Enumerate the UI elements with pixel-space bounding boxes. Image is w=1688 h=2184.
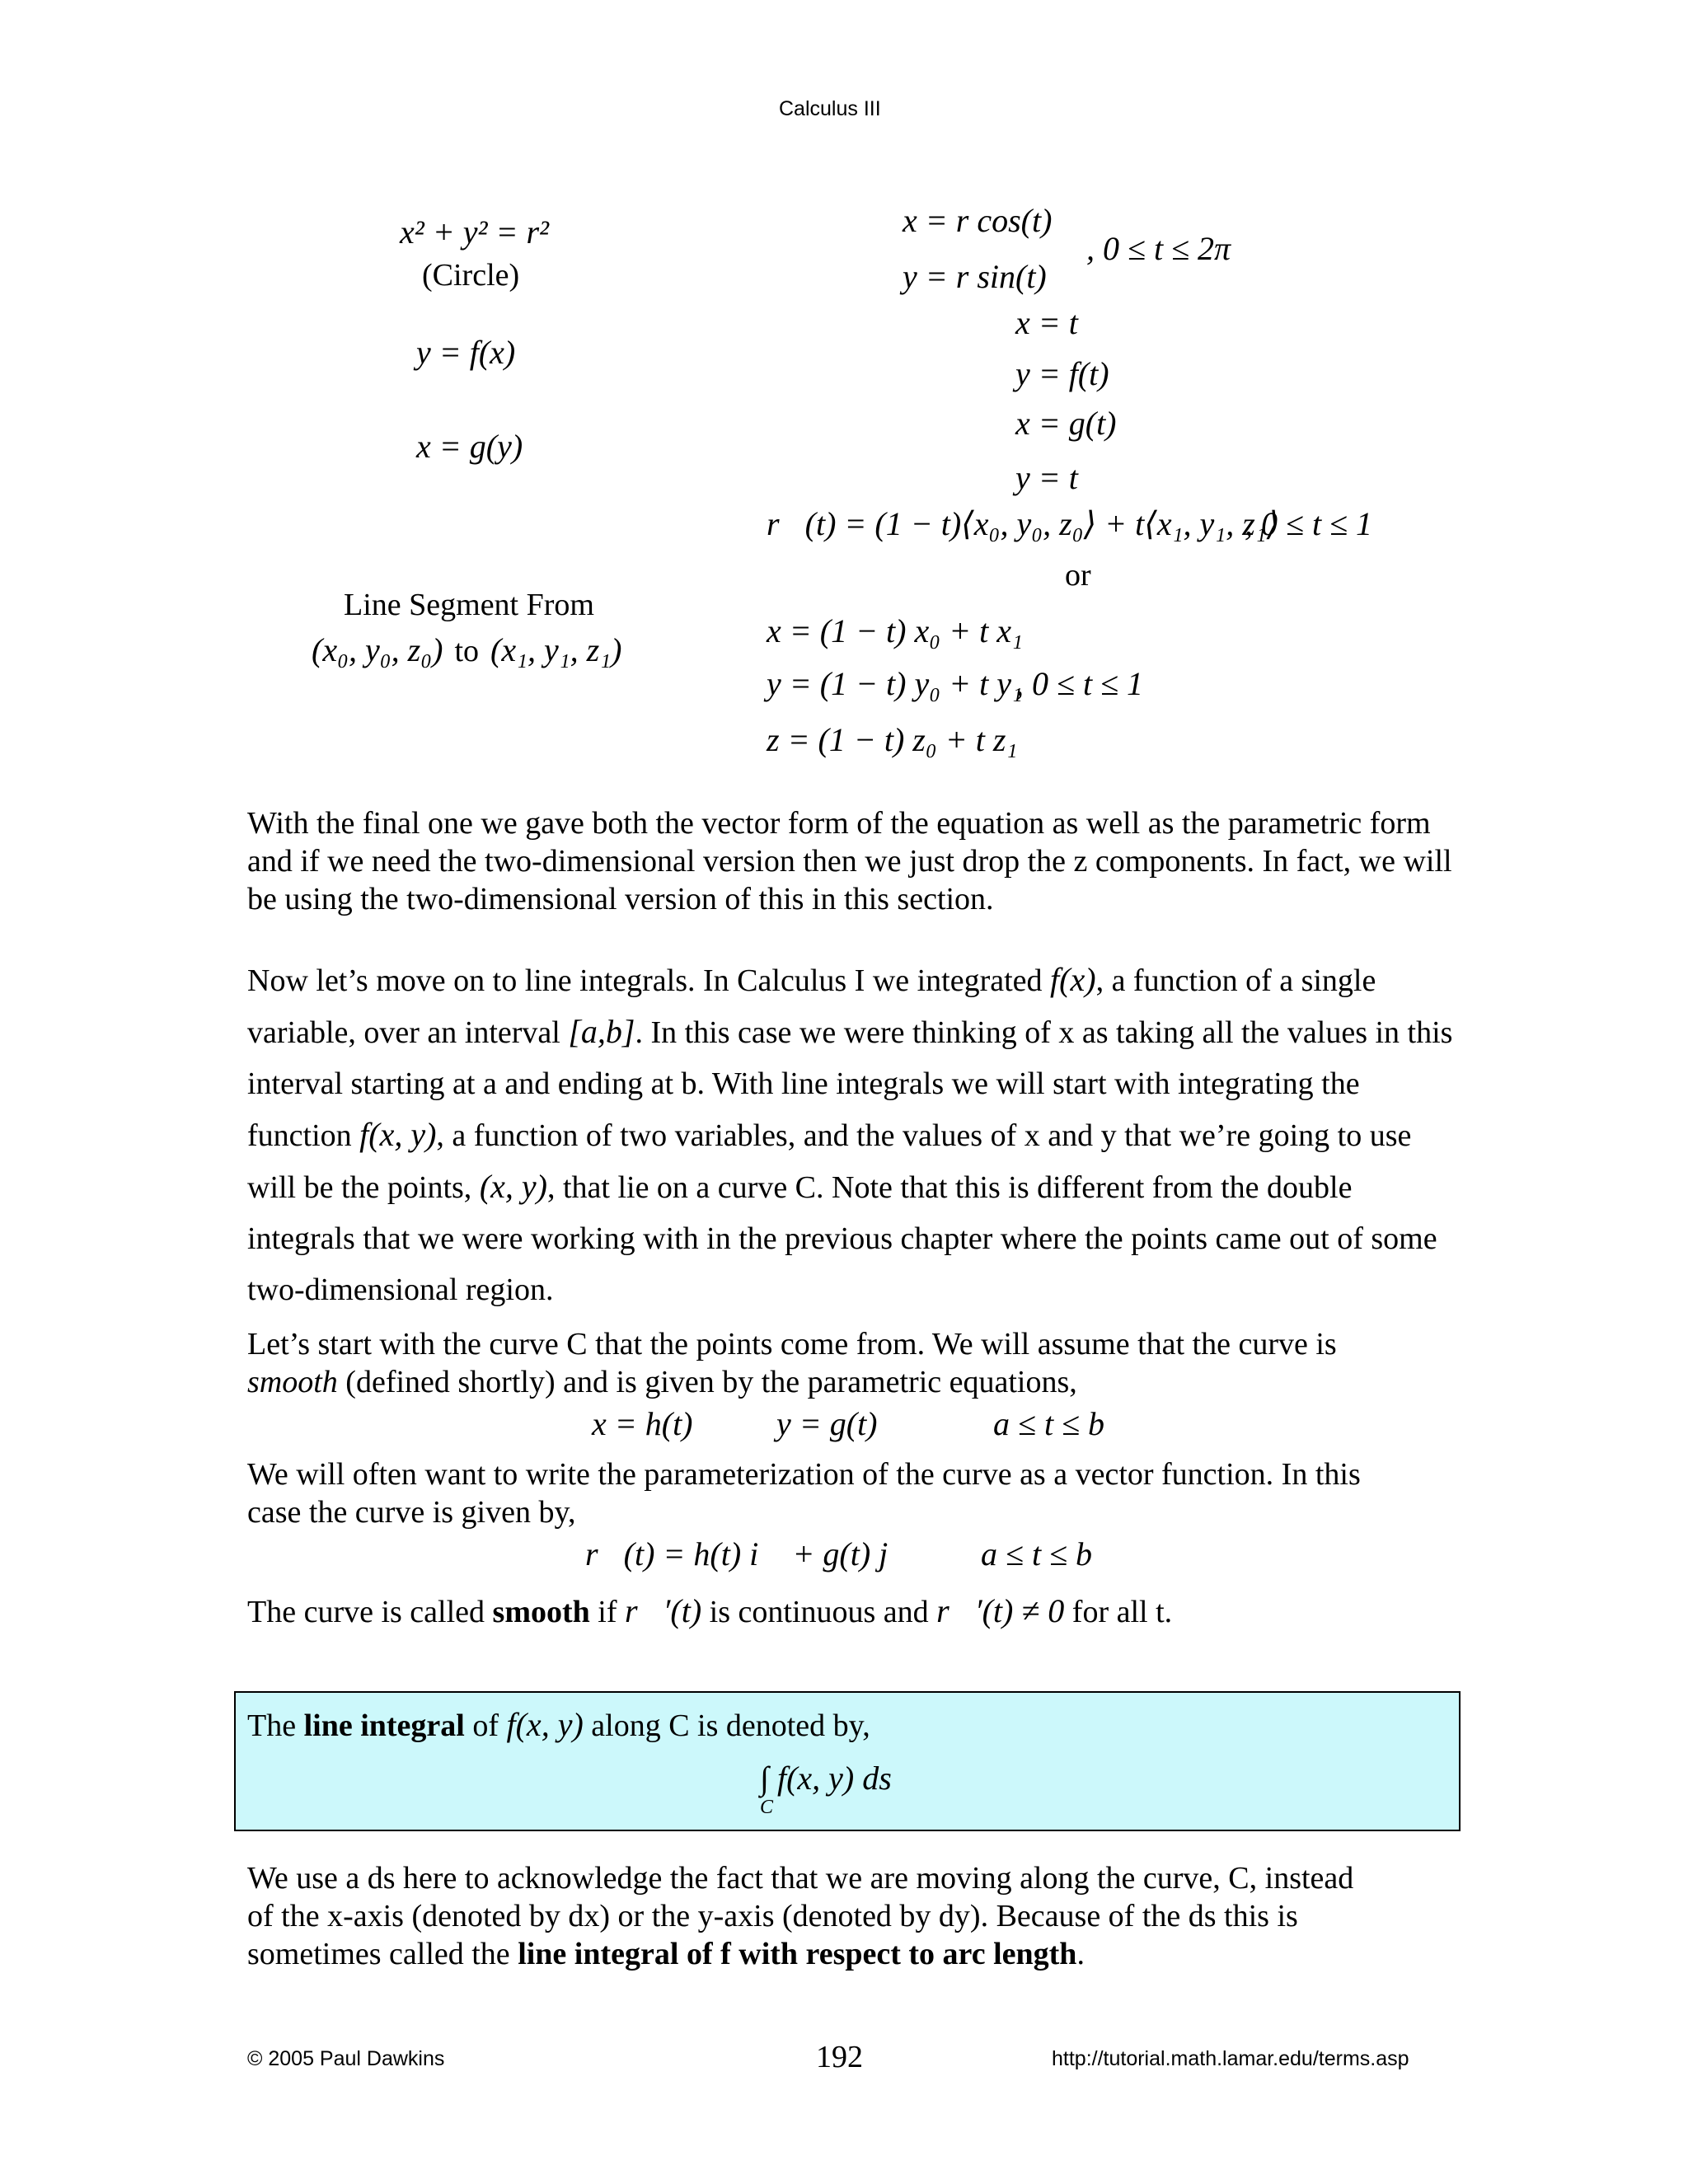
- bold-smooth: smooth: [492, 1595, 590, 1629]
- param-eq-x: x = h(t): [592, 1405, 693, 1442]
- paragraph-text: [247, 954, 1459, 1315]
- circle-equation: x² + y² = r²: [400, 213, 550, 251]
- segment-param-z: z = (1 − t) z₀ + t z₁: [767, 721, 1018, 758]
- circle-label: (Circle): [422, 258, 520, 293]
- segment-label-line2: [312, 630, 621, 669]
- segment-start-point: (x₀, y₀, z₀): [312, 631, 443, 668]
- paragraph-vector-func-line2: case the curve is given by,: [247, 1495, 576, 1530]
- function-y-equation: y = f(x): [416, 334, 516, 371]
- function-x-param-y: y = t: [1015, 459, 1078, 496]
- text-run: is continuous and: [701, 1595, 937, 1629]
- segment-param-x: x = (1 − t) x₀ + t x₁: [767, 612, 1023, 649]
- paragraph-smooth-definition: [247, 1592, 1172, 1631]
- text-run: , a function of two variables, and the values of x and y that we’re going to use will be the points,: [247, 1118, 1412, 1205]
- function-y-param-y: y = f(t): [1015, 355, 1109, 392]
- footer-copyright: © 2005 Paul Dawkins: [247, 2047, 445, 2070]
- paragraph-line-integrals-intro: [247, 954, 1459, 1315]
- segment-or: or: [1065, 558, 1091, 593]
- bold-arc-length: line integral of f with respect to arc length: [518, 1937, 1077, 1971]
- text-run: Now let’s move on to line integrals. In Calculus I we integrated: [247, 963, 1051, 998]
- definition-box: [234, 1691, 1461, 1831]
- line-integral-subscript: C: [760, 1797, 774, 1818]
- circle-range: , 0 ≤ t ≤ 2π: [1086, 230, 1231, 267]
- page-header-title: Calculus III: [779, 97, 881, 120]
- math-fx: f(x): [1050, 961, 1096, 998]
- circle-param-y: y = r sin(t): [903, 258, 1047, 295]
- text-run: sometimes called the: [247, 1937, 518, 1971]
- closing-line1: We use a ds here to acknowledge the fact that we are moving along the curve, C, instead: [247, 1861, 1354, 1896]
- closing-line3: [247, 1935, 1085, 1973]
- text-run: , a function of a single variable, over an interval: [247, 963, 1376, 1050]
- vector-function-range: a ≤ t ≤ b: [981, 1535, 1093, 1572]
- closing-line2: of the x-axis (denoted by dx) or the y-axis (denoted by dy). Because of the ds this is: [247, 1899, 1298, 1933]
- paragraph-text: With the final one we gave both the vector form of the equation as well as the parametric form and if we need the two-dimensional version then we just drop the z components. In fact, we will be using the two-dimensional version of this in this section.: [247, 806, 1452, 916]
- text-run: along C is denoted by,: [583, 1708, 870, 1743]
- text-run: if: [589, 1595, 625, 1629]
- text-run: The: [247, 1708, 304, 1743]
- text-run: , that lie on a curve C. Note that this is different from the double integrals that we were working with in the previous chapter where the points came out of some two-dimensional region.: [247, 1170, 1437, 1307]
- footer-page-number: 192: [816, 2040, 863, 2074]
- text-run: . In this case we were thinking of x as taking all the values in this interval starting at a and ending at b. With line integrals we will start with integrating the function: [247, 1015, 1453, 1153]
- line-integral-notation: ∫ f(x, y) ds: [760, 1760, 892, 1797]
- text-run: The curve is called: [247, 1595, 493, 1629]
- vector-function-equation: r⃗(t) = h(t) i⃗ + g(t) j⃗: [585, 1535, 914, 1572]
- circle-param-x: x = r cos(t): [903, 202, 1053, 239]
- emphasis-smooth: smooth: [247, 1365, 338, 1399]
- footer-url: http://tutorial.math.lamar.edu/terms.asp: [1052, 2047, 1409, 2070]
- function-x-equation: x = g(y): [416, 428, 523, 465]
- function-x-param-x: x = g(t): [1015, 405, 1117, 442]
- segment-end-point: (x₁, y₁, z₁): [490, 631, 622, 668]
- segment-label-line1: Line Segment From: [344, 588, 594, 622]
- text-run: for all t.: [1064, 1595, 1173, 1629]
- segment-vector-range: , 0 ≤ t ≤ 1: [1245, 505, 1373, 542]
- math-point: (x, y): [479, 1168, 547, 1205]
- paragraph-vector-form: [247, 804, 1459, 918]
- param-eq-y: y = g(t): [776, 1405, 878, 1442]
- math-interval: [a,b]: [568, 1013, 635, 1050]
- math-r-prime: r⃗′(t): [624, 1592, 702, 1629]
- math-fxy: f(x, y): [506, 1706, 584, 1743]
- paragraph-vector-func-line1: We will often want to write the parameterization of the curve as a vector function. In this: [247, 1457, 1361, 1492]
- paragraph-curve-line1: Let’s start with the curve C that the points come from. We will assume that the curve is: [247, 1327, 1337, 1361]
- definition-text: [247, 1706, 870, 1745]
- math-fxy: f(x, y): [359, 1116, 437, 1153]
- math-r-prime-nonzero: r⃗′(t) ≠ 0: [936, 1592, 1065, 1629]
- segment-param-range: , 0 ≤ t ≤ 1: [1015, 665, 1144, 702]
- paragraph-curve-line2: [247, 1363, 1077, 1401]
- param-eq-range: a ≤ t ≤ b: [993, 1405, 1105, 1442]
- function-y-param-x: x = t: [1015, 304, 1078, 341]
- segment-param-y: y = (1 − t) y₀ + t y₁: [767, 665, 1023, 702]
- bold-line-integral: line integral: [303, 1708, 465, 1743]
- text-run: of: [464, 1708, 507, 1743]
- segment-to-word: to: [454, 634, 479, 668]
- text-run: .: [1076, 1937, 1085, 1971]
- segment-vector-form: r⃗(t) = (1 − t)⟨x₀, y₀, z₀⟩ + t⟨x₁, y₁, z₁⟩: [767, 505, 1280, 542]
- text-run: (defined shortly) and is given by the parametric equations,: [337, 1365, 1077, 1399]
